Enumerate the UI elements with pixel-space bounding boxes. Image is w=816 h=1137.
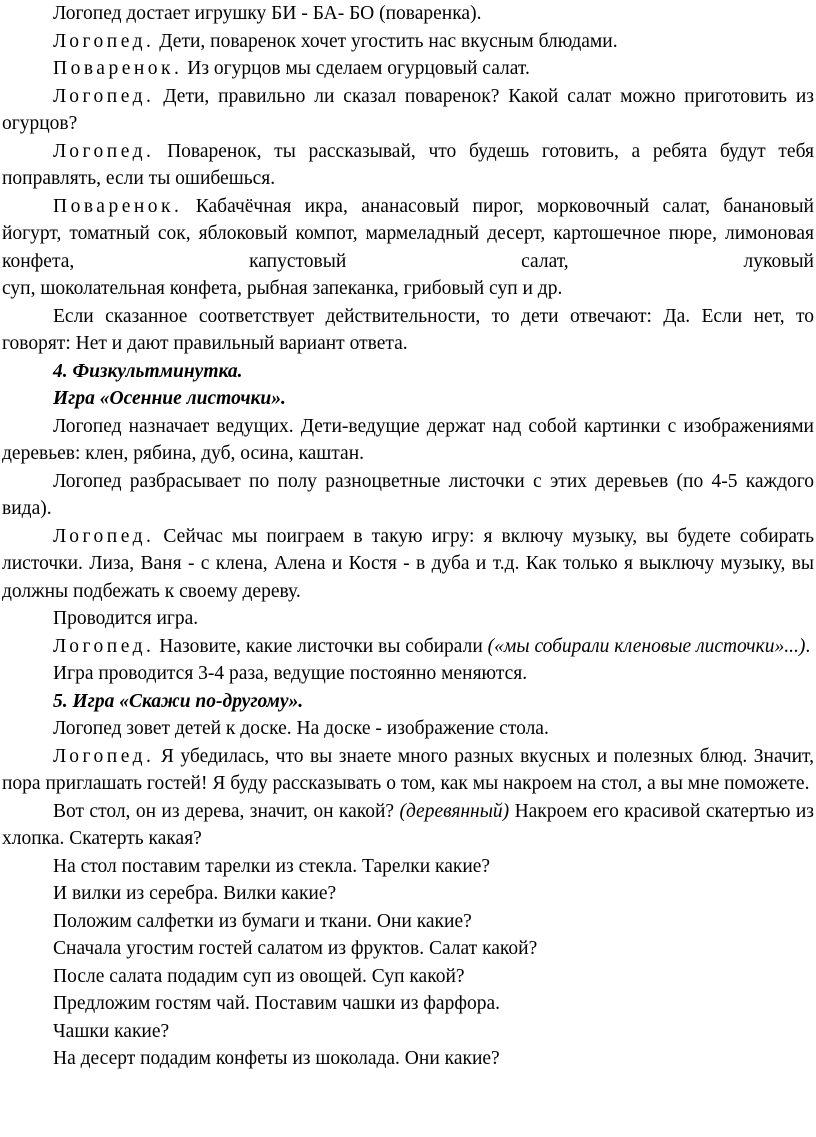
dialogue-text: Я убедилась, что вы знаете много разных вкусных и полезных блюд. Значит, пора приглашать гостей! Я буду рассказывать о том, как мы накроем на стол, а вы мне поможете. [2, 745, 814, 794]
dialogue-paragraph [2, 28, 814, 56]
dialogue-text: Дети, правильно ли сказал поваренок? Какой салат можно приготовить из огурцов? [2, 85, 814, 134]
paragraph: После салата подадим суп из овощей. Суп какой? [53, 965, 465, 987]
paragraph-continuation: суп, шоколательная конфета, рыбная запеканка, грибовый суп и др. [2, 278, 563, 299]
section-heading: 5. Игра «Скажи по-другому». [53, 690, 304, 712]
dialogue-paragraph [2, 523, 814, 606]
dialogue-paragraph [2, 138, 814, 193]
paragraph: Положим салфетки из бумаги и ткани. Они какие? [53, 910, 472, 932]
paragraph: Логопед достает игрушку БИ - БА- БО (поваренка). [53, 3, 482, 24]
paragraph: Если сказанное соответствует действительности, то дети отвечают: Да. Если нет, то говорят: Нет и дают правильный вариант ответа. [2, 305, 814, 354]
paragraph-text: Вот стол, он из дерева, значит, он какой? [53, 800, 400, 822]
dialogue-text: Из огурцов мы сделаем огурцовый салат. [182, 58, 530, 79]
dialogue-text: Назовите, какие листочки вы собирали [154, 635, 488, 657]
paragraph: На стол поставим тарелки из стекла. Тарелки какие? [53, 855, 491, 877]
paragraph: Логопед зовет детей к доске. На доске - изображение стола. [53, 718, 549, 739]
speaker-label: Логопед. [53, 85, 155, 107]
paragraph: Игра проводится 3-4 раза, ведущие постоянно меняются. [53, 663, 528, 684]
paragraph: Сначала угостим гостей салатом из фруктов. Салат какой? [53, 938, 538, 959]
dialogue-paragraph [2, 633, 814, 661]
paragraph [2, 798, 814, 853]
speaker-label: Логопед. [53, 525, 155, 547]
dialogue-text: Кабачёчная икра, ананасовый пирог, морковочный салат, банановый йогурт, томатный сок, яблоковый компот, мармеладный десерт, картошечное пюре, лимоновая конфета, капустовый салат, луковый [2, 195, 814, 272]
paragraph: Проводится игра. [53, 608, 199, 629]
italic-note: (деревянный) [399, 800, 510, 822]
paragraph-tail: Накроем его красивой скатертью из хлопка. Скатерть какая? [2, 800, 814, 849]
section-heading: 4. Физкультминутка. [53, 360, 243, 382]
speaker-label: Логопед. [53, 140, 155, 162]
dialogue-text: Дети, поваренок хочет угостить нас вкусным блюдами. [154, 30, 618, 52]
italic-note: («мы собирали кленовые листочки»...) [487, 635, 806, 657]
paragraph: Чашки какие? [53, 1020, 170, 1042]
dialogue-paragraph [2, 83, 814, 138]
speaker-label: Логопед. [53, 635, 155, 657]
paragraph: Предложим гостям чай. Поставим чашки из фарфора. [53, 993, 500, 1014]
dialogue-paragraph [2, 193, 814, 276]
dialogue-text: Поваренок, ты рассказывай, что будешь готовить, а ребята будут тебя поправлять, если ты ошибешься. [2, 140, 814, 189]
speaker-label: Логопед. [53, 745, 155, 767]
section-heading: Игра «Осенние листочки». [53, 388, 286, 409]
speaker-label: Поваренок. [53, 195, 183, 217]
speaker-label: Поваренок. [53, 58, 183, 79]
dialogue-paragraph [2, 55, 814, 83]
paragraph: Логопед назначает ведущих. Дети-ведущие держат над собой картинки с изображениями деревьев: клен, рябина, дуб, осина, каштан. [2, 415, 814, 464]
paragraph: И вилки из серебра. Вилки какие? [53, 883, 337, 904]
dialogue-tail: . [805, 635, 811, 657]
paragraph: На десерт подадим конфеты из шоколада. Они какие? [53, 1048, 500, 1069]
dialogue-text: Сейчас мы поиграем в такую игру: я включу музыку, вы будете собирать листочки. Лиза, Ваня - с клена, Алена и Костя - в дуба и т.д. Как только я выключу музыку, вы должны подбежать к своему дереву. [2, 525, 814, 602]
paragraph: Логопед разбрасывает по полу разноцветные листочки с этих деревьев (по 4-5 каждого вида). [2, 470, 814, 519]
dialogue-paragraph [2, 743, 814, 798]
speaker-label: Логопед. [53, 30, 155, 52]
